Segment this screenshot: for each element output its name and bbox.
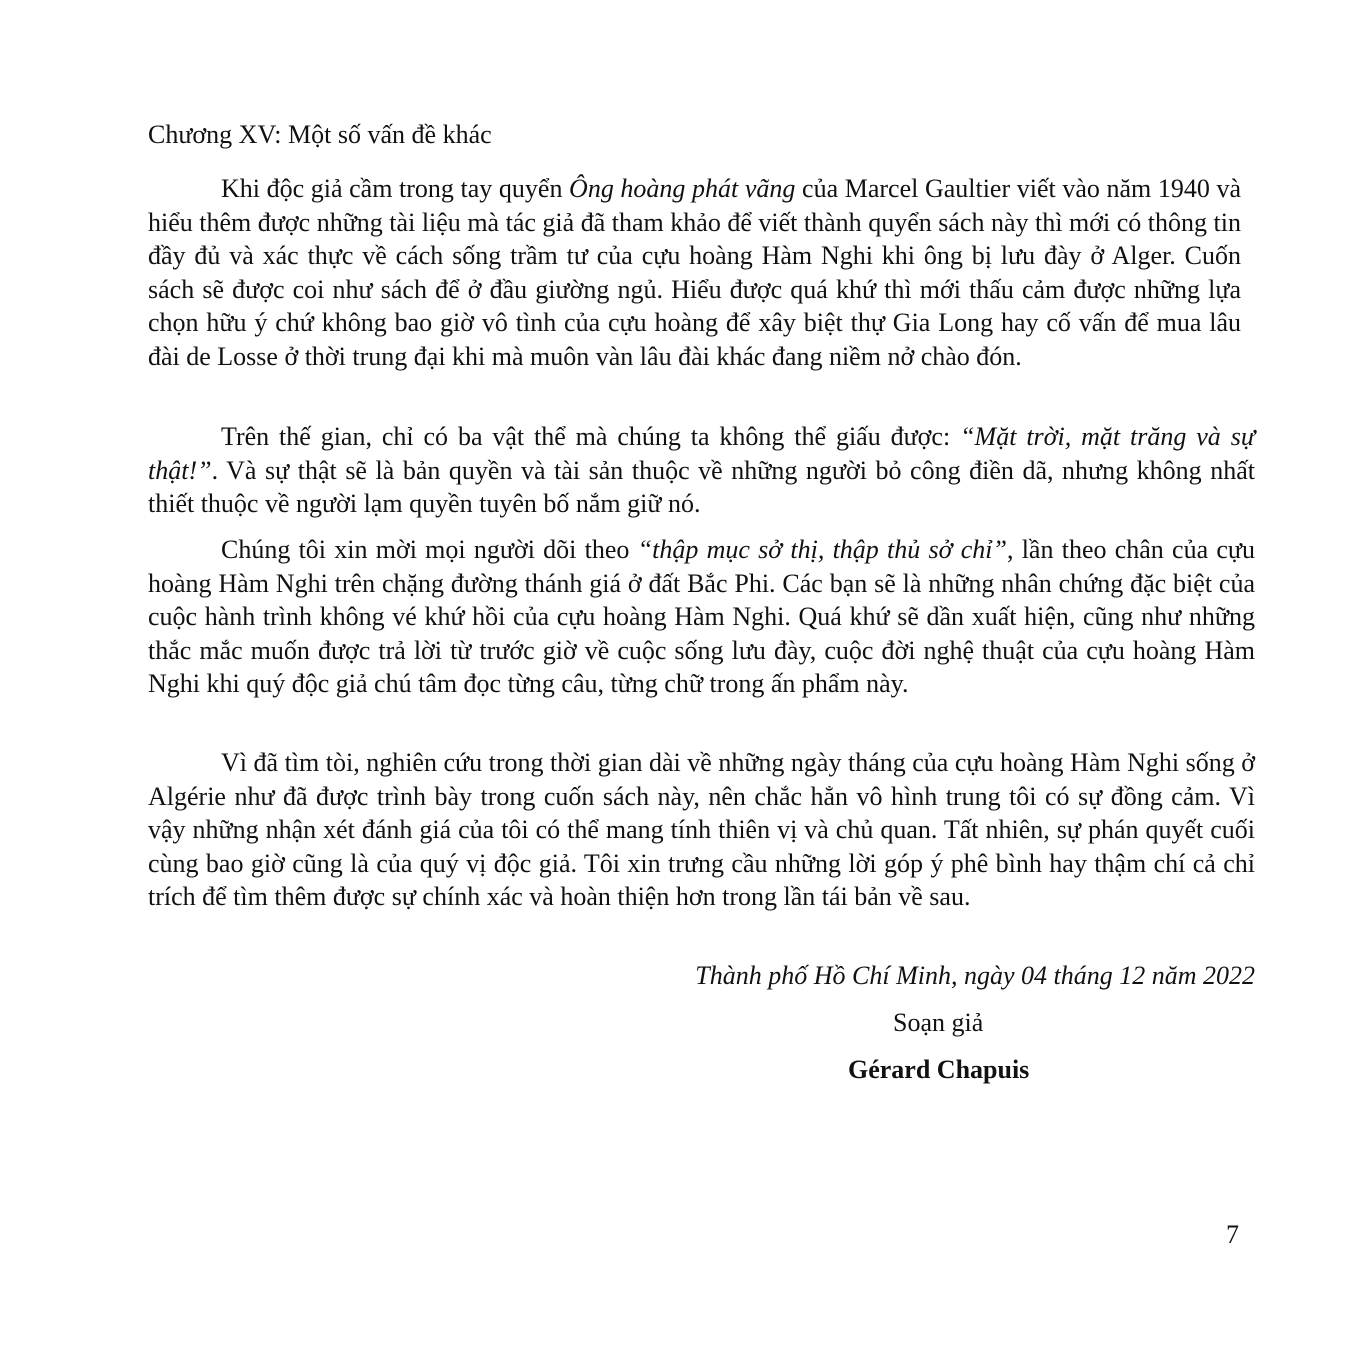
page-number: 7: [1226, 1220, 1239, 1249]
paragraph-text: Vì đã tìm tòi, nghiên cứu trong thời gian dài về những ngày tháng của cựu hoàng Hàm Nghi sống ở Algérie như đã được trình bày trong cuốn sách này, nên chắc hẳn vô hình trung tôi có sự đồng cảm. Vì vậy những nhận xét đánh giá của tôi có thể mang tính thiên vị và chủ quan. Tất nhiên, sự phán quyết cuối cùng bao giờ cũng là của quý vị độc giả. Tôi xin trưng cầu những lời góp ý phê bình hay thậm chí cả chỉ trích để tìm thêm được sự chính xác và hoàn thiện hơn trong lần tái bản về sau.: [148, 748, 1255, 911]
signature-role: Soạn giả: [893, 1008, 984, 1037]
paragraph-text: Trên thế gian, chỉ có ba vật thể mà chúng ta không thể giấu được:: [221, 422, 961, 451]
paragraph-1: [148, 172, 1241, 373]
signature-place-date: Thành phố Hồ Chí Minh, ngày 04 tháng 12 năm 2022: [695, 961, 1255, 990]
paragraph-text: Khi độc giả cầm trong tay quyển: [221, 174, 570, 203]
quote: “Mặt trời, mặt trăng và sự thật!”: [148, 422, 1255, 485]
paragraph-2: [148, 420, 1255, 521]
chapter-title: Chương XV: Một số vấn đề khác: [148, 120, 492, 149]
paragraph-3: [148, 533, 1255, 701]
paragraph-text: của Marcel Gaultier viết vào năm 1940 và hiểu thêm được những tài liệu mà tác giả đã tham khảo để viết thành quyển sách này thì mới có thông tin đầy đủ và xác thực về cách sống trầm tư của cựu hoàng Hàm Nghi khi ông bị lưu đày ở Alger. Cuốn sách sẽ được coi như sách để ở đầu giường ngủ. Hiểu được quá khứ thì mới thấu cảm được những lựa chọn hữu ý chứ không bao giờ vô tình của cựu hoàng để xây biệt thự Gia Long hay cố vấn để mua lâu đài de Losse ở thời trung đại khi mà muôn vàn lâu đài khác đang niềm nở chào đón.: [148, 174, 1241, 371]
paragraph-text: Chúng tôi xin mời mọi người dõi theo: [221, 535, 638, 564]
paragraph-text: , lần theo chân của cựu hoàng Hàm Nghi trên chặng đường thánh giá ở đất Bắc Phi. Các bạn sẽ là những nhân chứng đặc biệt của cuộc hành trình không vé khứ hồi của cựu hoàng Hàm Nghi. Quá khứ sẽ dần xuất hiện, cũng như những thắc mắc muốn được trả lời từ trước giờ về cuộc sống lưu đày, cuộc đời nghệ thuật của cựu hoàng Hàm Nghi khi quý độc giả chú tâm đọc từng câu, từng chữ trong ấn phẩm này.: [148, 535, 1255, 698]
paragraph-text: . Và sự thật sẽ là bản quyền và tài sản thuộc về những người bỏ công điền dã, nhưng không nhất thiết thuộc về người lạm quyền tuyên bố nắm giữ nó.: [148, 455, 1255, 518]
book-title: Ông hoàng phát vãng: [569, 174, 796, 203]
signature-name: Gérard Chapuis: [848, 1055, 1030, 1084]
quote: “thập mục sở thị, thập thủ sở chỉ”: [637, 535, 1007, 564]
paragraph-4: [148, 746, 1255, 914]
